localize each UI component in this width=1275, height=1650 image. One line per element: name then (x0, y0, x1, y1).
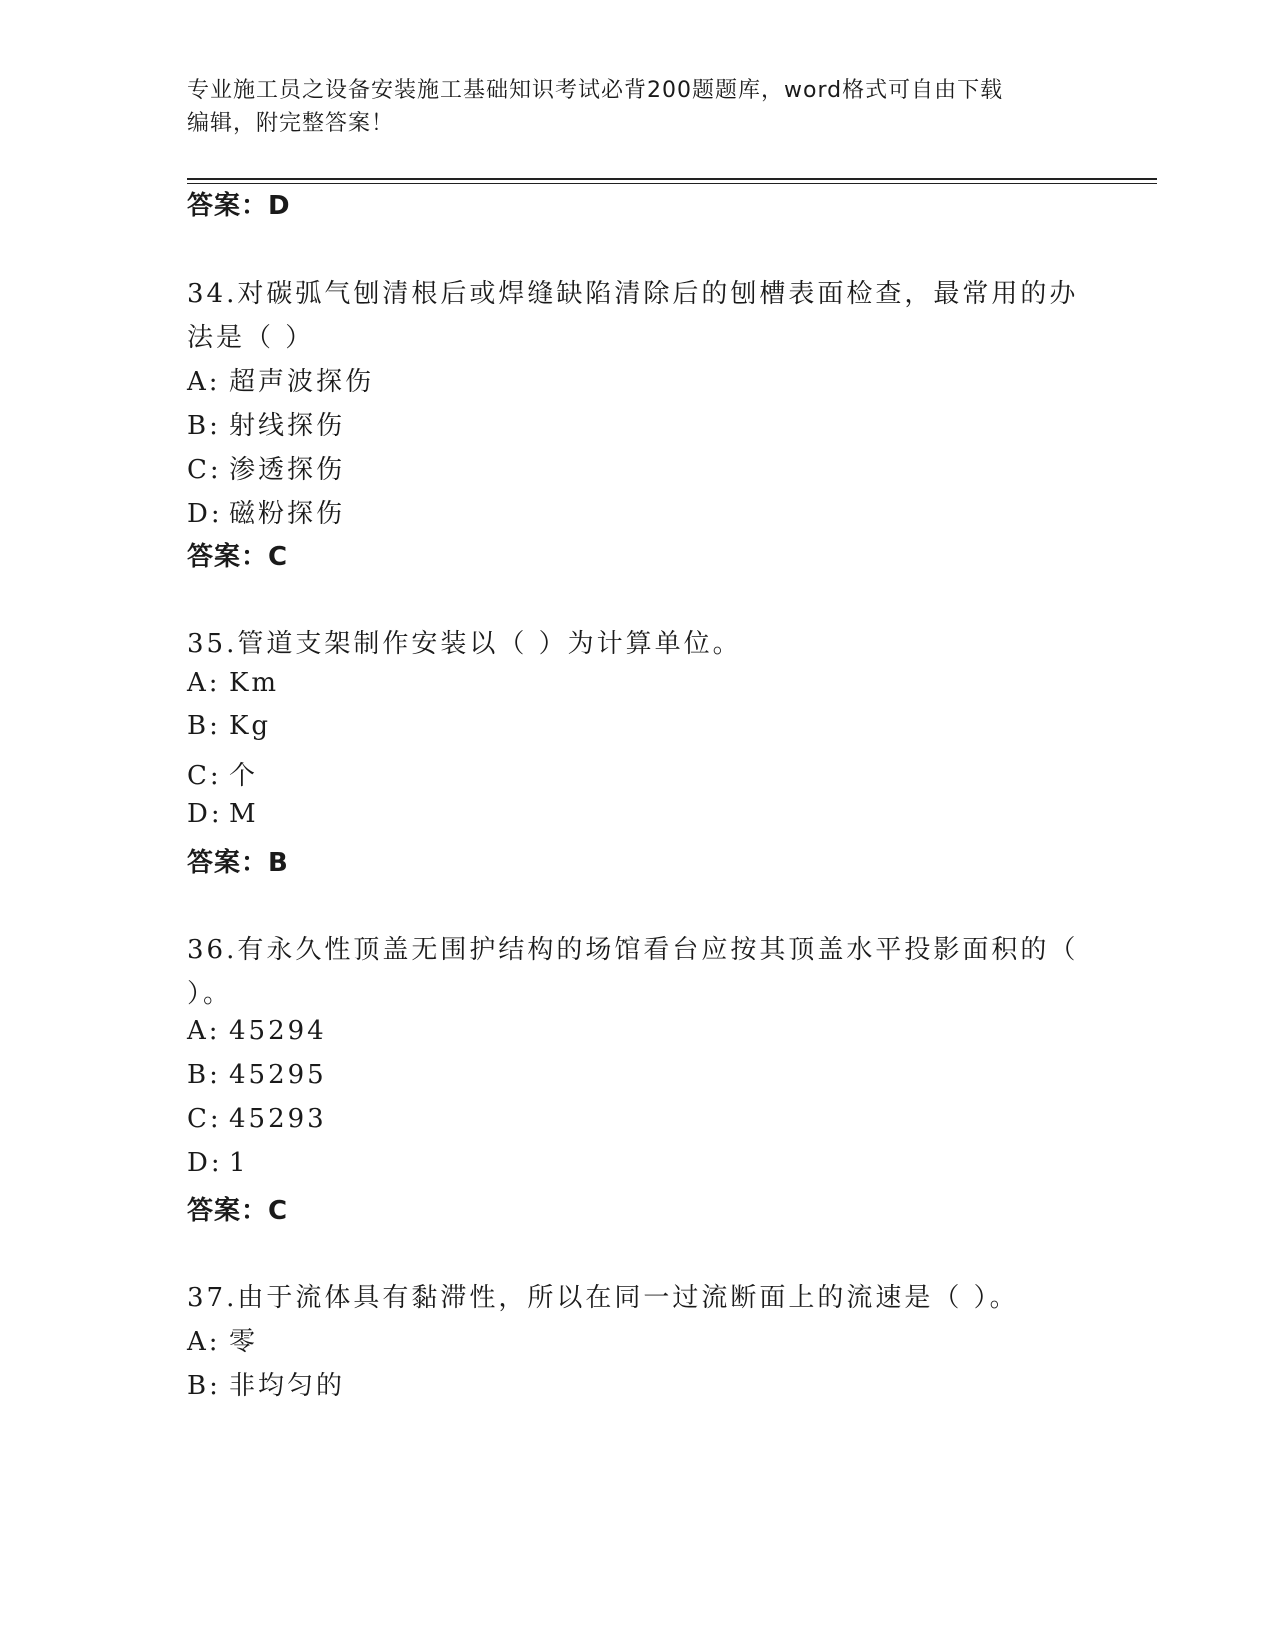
previous-answer: 答案：D (187, 191, 291, 221)
option-text: M (229, 799, 259, 829)
option-text: 射线探伤 (229, 411, 346, 441)
question-36-option-b (187, 1060, 327, 1090)
question-34-stem-line-2: 法是（ ） (187, 323, 315, 353)
option-text: 非均匀的 (229, 1371, 346, 1401)
option-label: C: (187, 1104, 222, 1134)
question-35-option-b (187, 711, 271, 741)
option-label: B: (187, 1371, 221, 1401)
option-text: 45293 (229, 1104, 327, 1134)
question-34-answer: 答案：C (187, 542, 289, 572)
option-label: A: (187, 367, 221, 397)
document-header (187, 74, 1087, 140)
question-37-option-b (187, 1365, 345, 1402)
option-label: C: (187, 761, 222, 791)
option-label: A: (187, 1016, 221, 1046)
question-34-stem-line-1: 34.对碳弧气刨清根后或焊缝缺陷清除后的刨槽表面检查，最常用的办 (187, 279, 1079, 309)
question-36-option-a (187, 1016, 327, 1046)
header-line-1: 专业施工员之设备安装施工基础知识考试必背200题题库，word格式可自由下载 (187, 78, 1004, 103)
option-text: 45294 (229, 1016, 327, 1046)
question-36-stem-line-1: 36.有永久性顶盖无围护结构的场馆看台应按其顶盖水平投影面积的（ (187, 935, 1079, 965)
option-label: D: (187, 799, 223, 829)
question-35-option-d (187, 799, 259, 829)
option-text: 个 (229, 761, 259, 791)
option-label: B: (187, 411, 221, 441)
option-text: 超声波探伤 (229, 367, 375, 397)
question-34-option-d (187, 493, 345, 530)
option-text: 45295 (229, 1060, 327, 1090)
option-label: A: (187, 668, 221, 698)
option-text: Kg (229, 711, 272, 741)
question-35-answer: 答案：B (187, 848, 289, 878)
question-36-option-c (187, 1104, 327, 1134)
question-35-option-c (187, 755, 258, 792)
question-37-option-a (187, 1321, 258, 1358)
option-text: Km (229, 668, 280, 698)
question-34-option-c (187, 449, 345, 486)
question-35-option-a (187, 668, 279, 698)
header-divider (187, 178, 1157, 184)
option-label: D: (187, 1148, 223, 1178)
question-37-stem-line-1: 37.由于流体具有黏滞性，所以在同一过流断面上的流速是（ ）。 (187, 1283, 1019, 1313)
option-text: 渗透探伤 (229, 455, 346, 485)
question-36-stem-line-2: ）。 (187, 979, 233, 1009)
option-label: B: (187, 711, 221, 741)
option-label: A: (187, 1327, 221, 1357)
question-34-option-b (187, 405, 345, 442)
question-36-option-d (187, 1148, 249, 1178)
option-text: 零 (229, 1327, 259, 1357)
option-label: D: (187, 499, 223, 529)
question-35-stem-line-1: 35.管道支架制作安装以（ ）为计算单位。 (187, 629, 742, 659)
option-label: B: (187, 1060, 221, 1090)
option-text: 磁粉探伤 (229, 499, 346, 529)
header-line-2: 编辑，附完整答案！ (187, 111, 395, 136)
question-34-option-a (187, 361, 374, 398)
question-36-answer: 答案：C (187, 1196, 289, 1226)
option-label: C: (187, 455, 222, 485)
option-text: 1 (229, 1148, 249, 1178)
